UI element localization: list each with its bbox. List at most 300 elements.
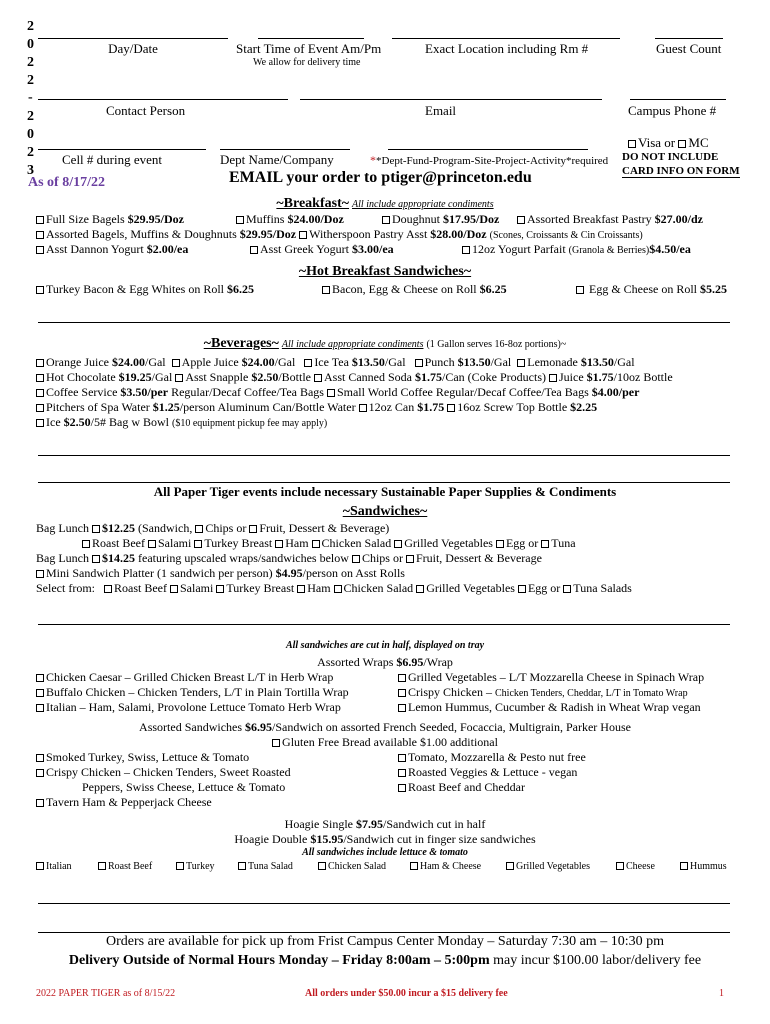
sandwich-item	[398, 780, 525, 795]
price: $2.25	[570, 400, 598, 414]
side-year-char: 3	[27, 163, 34, 178]
checkbox-icon[interactable]	[398, 689, 406, 697]
checkbox-icon[interactable]	[250, 246, 258, 254]
hoagie-option[interactable]	[680, 861, 727, 872]
checkbox-icon[interactable]	[410, 862, 418, 870]
hoagie-option[interactable]	[176, 861, 215, 872]
wrap-item	[36, 685, 349, 700]
item: Asst Snapple	[185, 370, 249, 384]
option-label: Turkey	[186, 861, 215, 872]
price: $2.00/ea	[146, 242, 189, 256]
checkbox-icon[interactable]	[36, 374, 44, 382]
item: Ice	[46, 415, 61, 429]
notes-line[interactable]	[38, 322, 730, 323]
checkbox-icon[interactable]	[398, 674, 406, 682]
breakfast-parfait	[462, 242, 691, 257]
price: $1.75	[586, 370, 614, 384]
checkbox-icon[interactable]	[36, 419, 44, 427]
item: Hoagie Double	[234, 832, 308, 846]
breakfast-title	[0, 196, 770, 212]
hoagie-option[interactable]	[410, 861, 481, 872]
item: Turkey Bacon & Egg Whites on Roll	[46, 282, 224, 296]
beverages-title-text: ~Beverages~	[203, 336, 279, 351]
email-label: Email	[425, 103, 457, 118]
gluten-free	[0, 735, 770, 750]
item: 12oz Yogurt Parfait	[472, 242, 566, 256]
price: $1.75	[415, 370, 442, 384]
sandwich-item	[398, 750, 586, 765]
checkbox-icon[interactable]	[36, 359, 44, 367]
checkbox-icon[interactable]	[680, 862, 688, 870]
price: $29.95/Doz	[239, 227, 297, 241]
dept-fund-text: *Dept-Fund-Program-Site-Project-Activity*required	[376, 155, 609, 167]
item: Crispy Chicken –	[408, 685, 492, 699]
day-date-line[interactable]	[38, 38, 228, 39]
item: Egg & Cheese on Roll	[589, 282, 697, 296]
checkbox-icon[interactable]	[563, 585, 571, 593]
price: $2.50	[63, 415, 91, 429]
item: 12oz Can	[368, 400, 415, 414]
hoagie-option[interactable]	[616, 861, 655, 872]
email-order: EMAIL your order to ptiger@princeton.edu	[229, 169, 532, 186]
price: $24.00/Doz	[287, 212, 344, 226]
item: Orange Juice	[46, 355, 109, 369]
checkbox-icon[interactable]	[398, 704, 406, 712]
unit: /5# Bag w Bowl	[90, 415, 169, 429]
cell-line[interactable]	[38, 149, 206, 150]
unit: /Sandwich cut in half	[383, 817, 486, 831]
breakfast-note: All include appropriate condiments	[352, 199, 494, 210]
checkbox-icon[interactable]	[576, 286, 584, 294]
footer-left: 2022 PAPER TIGER as of 8/15/22	[36, 988, 176, 999]
option: Grilled Vegetables	[404, 536, 493, 550]
footer-center: All orders under $50.00 incur a $15 delivery fee	[305, 988, 508, 999]
item: Chicken Caesar – Grilled Chicken Breast L/T in Herb Wrap	[46, 670, 334, 684]
location-line[interactable]	[392, 38, 620, 39]
card-info-notice: CARD INFO ON FORM	[622, 165, 740, 177]
delivery-hours: Delivery Outside of Normal Hours Monday – Friday 8:00am – 5:00pm	[68, 953, 490, 968]
checkbox-icon[interactable]	[36, 246, 44, 254]
price: $4.00/per	[591, 385, 640, 399]
item: Witherspoon Pastry Asst	[309, 227, 428, 241]
wrap-item	[36, 700, 341, 715]
option: Tuna Salads	[573, 581, 632, 595]
price: $6.25	[227, 282, 254, 296]
item: Hot Chocolate	[46, 370, 116, 384]
price: $6.95	[396, 655, 424, 669]
option-label: Cheese	[626, 861, 655, 872]
beverages-note: All include appropriate condiments	[281, 339, 424, 350]
unit: /Sandwich on assorted French Seeded, Focaccia, Multigrain, Parker House	[272, 720, 631, 734]
checkbox-icon[interactable]	[272, 739, 280, 747]
side-year-char: -	[28, 90, 33, 105]
checkbox-icon[interactable]	[304, 359, 312, 367]
option-label: Hummus	[690, 861, 727, 872]
checkbox-icon[interactable]	[462, 246, 470, 254]
unit: /10oz Bottle	[613, 370, 673, 384]
wrap-item	[398, 670, 704, 685]
item: Roasted Veggies & Lettuce - vegan	[408, 765, 578, 779]
checkbox-icon[interactable]	[398, 769, 406, 777]
hot-breakfast-item3	[576, 282, 727, 297]
item: Full Size Bagels	[46, 212, 125, 226]
unit: /Sandwich cut in finger size sandwiches	[343, 832, 536, 846]
hot-breakfast-item2	[322, 282, 507, 297]
price: $27.00/dz	[654, 212, 703, 226]
checkbox-icon[interactable]	[322, 286, 330, 294]
price: $1.25	[152, 400, 180, 414]
checkbox-icon[interactable]	[398, 754, 406, 762]
price: $12.25	[102, 521, 135, 535]
delivery-fee: may incur $100.00 labor/delivery fee	[493, 953, 702, 968]
item: Punch	[424, 355, 455, 369]
breakfast-pastry	[517, 212, 703, 227]
checkbox-icon[interactable]	[517, 216, 525, 224]
dept-name-label: Dept Name/Company	[220, 152, 334, 167]
item: Juice	[559, 370, 584, 384]
cut-note: All sandwiches are cut in half, displayed on tray	[285, 640, 485, 651]
item: Asst Dannon Yogurt	[46, 242, 144, 256]
price: $2.50	[251, 370, 279, 384]
item: Mini Sandwich Platter (1 sandwich per person)	[46, 566, 273, 580]
beverages-title	[0, 336, 770, 352]
checkbox-icon[interactable]	[194, 540, 202, 548]
mc-label: MC	[688, 135, 709, 150]
hoagie-note: All sandwiches include lettuce & tomato	[302, 847, 468, 858]
price: $6.25	[479, 282, 507, 296]
checkbox-icon[interactable]	[36, 689, 44, 697]
notes-line[interactable]	[38, 482, 730, 483]
item: Small World Coffee Regular/Decaf Coffee/Tea Bags	[336, 385, 589, 399]
checkbox-icon[interactable]	[394, 540, 402, 548]
checkbox-icon[interactable]	[36, 389, 44, 397]
bag-lunch-choices	[82, 536, 576, 551]
price: $3.00/ea	[352, 242, 394, 256]
unit: /Gal	[613, 355, 635, 369]
item: Bag Lunch	[36, 521, 89, 535]
checkbox-icon[interactable]	[36, 862, 44, 870]
day-date-label: Day/Date	[108, 41, 158, 56]
option: Turkey Breast	[226, 581, 295, 595]
option: Fruit, Dessert & Beverage	[415, 551, 542, 565]
breakfast-greek	[250, 242, 394, 257]
checkbox-icon[interactable]	[36, 286, 44, 294]
price: $15.95	[310, 832, 344, 846]
checkbox-icon[interactable]	[92, 525, 100, 533]
checkbox-icon[interactable]	[297, 585, 305, 593]
hoagie-option[interactable]	[36, 861, 72, 872]
pickup-note: Orders are available for pick up from Frist Campus Center Monday – Saturday 7:30 am – 10:30 pm	[106, 934, 664, 949]
unit: /Gal	[274, 355, 296, 369]
item: Assorted Bagels, Muffins & Doughnuts	[46, 227, 237, 241]
checkbox-icon[interactable]	[36, 674, 44, 682]
notes-line[interactable]	[38, 903, 730, 904]
item: Buffalo Chicken – Chicken Tenders, L/T in Plain Tortilla Wrap	[46, 685, 349, 699]
checkbox-icon[interactable]	[216, 585, 224, 593]
checkbox-icon[interactable]	[382, 216, 390, 224]
item: Tavern Ham & Pepperjack Cheese	[46, 795, 212, 809]
email-line[interactable]	[300, 99, 602, 100]
beverages-row-3	[36, 385, 639, 400]
select-from-row	[36, 581, 632, 596]
breakfast-doughnut	[382, 212, 499, 227]
delivery-note-footer	[0, 953, 770, 969]
checkbox-icon[interactable]	[496, 540, 504, 548]
price: $6.95	[245, 720, 273, 734]
unit: /Gal	[490, 355, 512, 369]
visa-mc	[628, 135, 709, 151]
option: Salami	[179, 581, 214, 595]
option: Egg or	[527, 581, 561, 595]
checkbox-icon[interactable]	[195, 525, 203, 533]
item: Asst Greek Yogurt	[260, 242, 350, 256]
item: Bag Lunch	[36, 551, 89, 565]
beverages-row-2	[36, 370, 673, 385]
item: Apple Juice	[181, 355, 239, 369]
checkbox-icon[interactable]	[148, 540, 156, 548]
price: $4.50/ea	[649, 242, 691, 256]
side-year-char: 2	[27, 55, 34, 70]
side-year-char: 2	[27, 109, 34, 124]
price: $14.25	[102, 551, 135, 565]
beverages-row-1	[36, 355, 635, 370]
location-label: Exact Location including Rm #	[425, 41, 589, 56]
note: ($10 equipment pickup fee may apply)	[172, 418, 328, 429]
guest-count-line[interactable]	[655, 38, 723, 39]
price: $4.95	[275, 566, 303, 580]
checkbox-icon[interactable]	[314, 374, 322, 382]
note: Chicken Tenders, Cheddar, L/T in Tomato Wrap	[495, 688, 688, 699]
price: $29.95/Doz	[127, 212, 184, 226]
as-of-date: As of 8/17/22	[28, 175, 105, 190]
item: Pitchers of Spa Water	[46, 400, 150, 414]
checkbox-icon[interactable]	[175, 374, 183, 382]
checkbox-icon[interactable]	[98, 862, 106, 870]
option: Roast Beef	[92, 536, 145, 550]
side-year-char: 0	[27, 37, 34, 52]
option-label: Chicken Salad	[328, 861, 387, 872]
item: Lemonade	[527, 355, 578, 369]
checkbox-icon[interactable]	[549, 374, 557, 382]
checkbox-icon[interactable]	[172, 359, 180, 367]
price: $5.25	[700, 282, 727, 296]
price: $19.25	[118, 370, 152, 384]
price: $7.95	[356, 817, 383, 831]
checkbox-icon[interactable]	[236, 216, 244, 224]
price: $13.50	[351, 355, 385, 369]
item: Asst Canned Soda	[324, 370, 412, 384]
unit: /Bottle	[278, 370, 311, 384]
option: Ham	[307, 581, 331, 595]
checkbox-icon[interactable]	[176, 862, 184, 870]
dept-name-line[interactable]	[220, 149, 350, 150]
wrap-item	[398, 700, 701, 715]
item: Lemon Hummus, Cucumber & Radish in Wheat Wrap vegan	[408, 700, 701, 714]
item: Gluten Free Bread available $1.00 additional	[282, 735, 498, 749]
checkbox-icon[interactable]	[406, 555, 414, 563]
item: Bacon, Egg & Cheese on Roll	[332, 282, 477, 296]
wrap-item	[398, 685, 688, 700]
checkbox-icon[interactable]	[299, 231, 307, 239]
mini-platter-row	[36, 566, 405, 581]
unit: /Gal	[384, 355, 406, 369]
checkbox-icon[interactable]	[36, 216, 44, 224]
price: $17.95/Doz	[443, 212, 500, 226]
checkbox-icon[interactable]	[170, 585, 178, 593]
label: Select from:	[36, 581, 95, 595]
breakfast-muffins	[236, 212, 344, 227]
beverages-row-5	[36, 415, 327, 430]
option: Salami	[158, 536, 192, 550]
notes-line[interactable]	[38, 932, 730, 933]
start-time-line[interactable]	[258, 38, 364, 39]
checkbox-icon[interactable]	[327, 389, 335, 397]
option: Chips or	[205, 521, 247, 535]
option-label: Roast Beef	[108, 861, 153, 872]
hot-breakfast-title-text: ~Hot Breakfast Sandwiches~	[298, 264, 472, 279]
desc: featuring upscaled wraps/sandwiches below	[138, 551, 349, 565]
price: $1.75	[417, 400, 445, 414]
wraps-title	[0, 655, 770, 670]
sandwich-item	[398, 765, 577, 780]
checkbox-icon[interactable]	[312, 540, 320, 548]
checkbox-icon[interactable]	[678, 140, 686, 148]
item: Grilled Vegetables – L/T Mozzarella Cheese in Spinach Wrap	[408, 670, 705, 684]
option: Fruit, Dessert & Beverage)	[259, 521, 390, 535]
checkbox-icon[interactable]	[506, 862, 514, 870]
unit: /Can (Coke Products)	[442, 370, 546, 384]
option-label: Ham & Cheese	[420, 861, 482, 872]
title: Assorted Wraps	[317, 655, 394, 669]
sandwich-item	[36, 795, 212, 810]
item: Muffins	[246, 212, 285, 226]
hoagie-option[interactable]	[98, 861, 152, 872]
checkbox-icon[interactable]	[36, 769, 44, 777]
checkbox-icon[interactable]	[82, 540, 90, 548]
checkbox-icon[interactable]	[249, 525, 257, 533]
side-year-char: 2	[27, 73, 34, 88]
contact-label: Contact Person	[106, 103, 186, 118]
checkbox-icon[interactable]	[36, 754, 44, 762]
item: Tomato, Mozzarella & Pesto nut free	[408, 750, 586, 764]
item: Crispy Chicken – Chicken Tenders, Sweet Roasted	[46, 765, 291, 779]
item: Doughnut	[392, 212, 440, 226]
checkbox-icon[interactable]	[628, 140, 636, 148]
unit: /Gal	[144, 355, 166, 369]
option: Chicken Salad	[321, 536, 392, 550]
hoagie-option[interactable]	[238, 861, 293, 872]
checkbox-icon[interactable]	[447, 404, 455, 412]
beverages-row-4	[36, 400, 597, 415]
option-label: Tuna Salad	[248, 861, 293, 872]
item: 16oz Screw Top Bottle	[457, 400, 568, 414]
hoagie-single	[0, 817, 770, 832]
checkbox-icon[interactable]	[416, 585, 424, 593]
checkbox-icon[interactable]	[616, 862, 624, 870]
hoagie-option[interactable]	[506, 861, 590, 872]
item: Hoagie Single	[284, 817, 353, 831]
desc: (Sandwich,	[138, 521, 193, 535]
option: Turkey Breast	[204, 536, 273, 550]
checkbox-icon[interactable]	[334, 585, 342, 593]
price: $24.00	[241, 355, 275, 369]
unit: /Wrap	[423, 655, 453, 669]
bag-lunch-2-row	[36, 551, 542, 566]
start-time-label: Start Time of Event Am/Pm	[236, 41, 382, 56]
checkbox-icon[interactable]	[518, 585, 526, 593]
checkbox-icon[interactable]	[318, 862, 326, 870]
checkbox-icon[interactable]	[398, 784, 406, 792]
checkbox-icon[interactable]	[415, 359, 423, 367]
checkbox-icon[interactable]	[352, 555, 360, 563]
checkbox-icon[interactable]	[36, 404, 44, 412]
hoagie-double	[0, 832, 770, 847]
checkbox-icon[interactable]	[36, 231, 44, 239]
notes-line[interactable]	[38, 624, 730, 625]
item: Coffee Service	[46, 385, 118, 399]
option: Egg or	[505, 536, 539, 550]
checkbox-icon[interactable]	[36, 704, 44, 712]
item: Smoked Turkey, Swiss, Lettuce & Tomato	[46, 750, 250, 764]
hoagie-option[interactable]	[318, 861, 386, 872]
sandwiches-title	[0, 504, 770, 520]
side-year-char: 2	[27, 145, 34, 160]
unit: Regular/Decaf Coffee/Tea Bags	[171, 385, 324, 399]
checkbox-icon[interactable]	[36, 570, 44, 578]
delivery-note: We allow for delivery time	[253, 57, 361, 68]
hot-breakfast-title	[0, 264, 770, 280]
notes-line[interactable]	[38, 455, 730, 456]
checkbox-icon[interactable]	[517, 359, 525, 367]
wrap-item	[36, 670, 333, 685]
campus-phone-line[interactable]	[630, 99, 726, 100]
price: $28.00/Doz	[430, 227, 487, 241]
checkbox-icon[interactable]	[359, 404, 367, 412]
unit: /person on Asst Rolls	[302, 566, 405, 580]
sandwich-item	[36, 765, 291, 780]
title: Assorted Sandwiches	[139, 720, 243, 734]
price: $13.50	[580, 355, 614, 369]
guest-count-label: Guest Count	[656, 41, 722, 56]
visa-label: Visa or	[638, 135, 676, 150]
option: Grilled Vegetables	[426, 581, 515, 595]
sandwich-item	[36, 750, 249, 765]
checkbox-icon[interactable]	[92, 555, 100, 563]
checkbox-icon[interactable]	[104, 585, 112, 593]
dept-fund-line[interactable]	[388, 149, 588, 150]
side-year-char: 0	[27, 127, 34, 142]
page-number: 1	[719, 988, 724, 999]
option: Tuna	[551, 536, 576, 550]
item: Assorted Breakfast Pastry	[527, 212, 652, 226]
assorted-sandwiches-title	[0, 720, 770, 735]
option: Chicken Salad	[343, 581, 414, 595]
sandwich-item-cont: Peppers, Swiss Cheese, Lettuce & Tomato	[82, 780, 286, 794]
contact-line[interactable]	[38, 99, 288, 100]
hot-breakfast-row	[36, 282, 254, 297]
bag-lunch-row	[36, 521, 389, 536]
checkbox-icon[interactable]	[36, 799, 44, 807]
checkbox-icon[interactable]	[541, 540, 549, 548]
item: Roast Beef and Cheddar	[408, 780, 525, 794]
option-label: Grilled Vegetables	[516, 861, 590, 872]
campus-phone-label: Campus Phone #	[628, 103, 717, 118]
paper-note: All Paper Tiger events include necessary Sustainable Paper Supplies & Condiments	[153, 484, 617, 499]
checkbox-icon[interactable]	[275, 540, 283, 548]
checkbox-icon[interactable]	[238, 862, 246, 870]
beverages-note-2: (1 Gallon serves 16-8oz portions)~	[426, 339, 567, 350]
note: (Scones, Croissants & Cin Croissants)	[489, 230, 643, 241]
